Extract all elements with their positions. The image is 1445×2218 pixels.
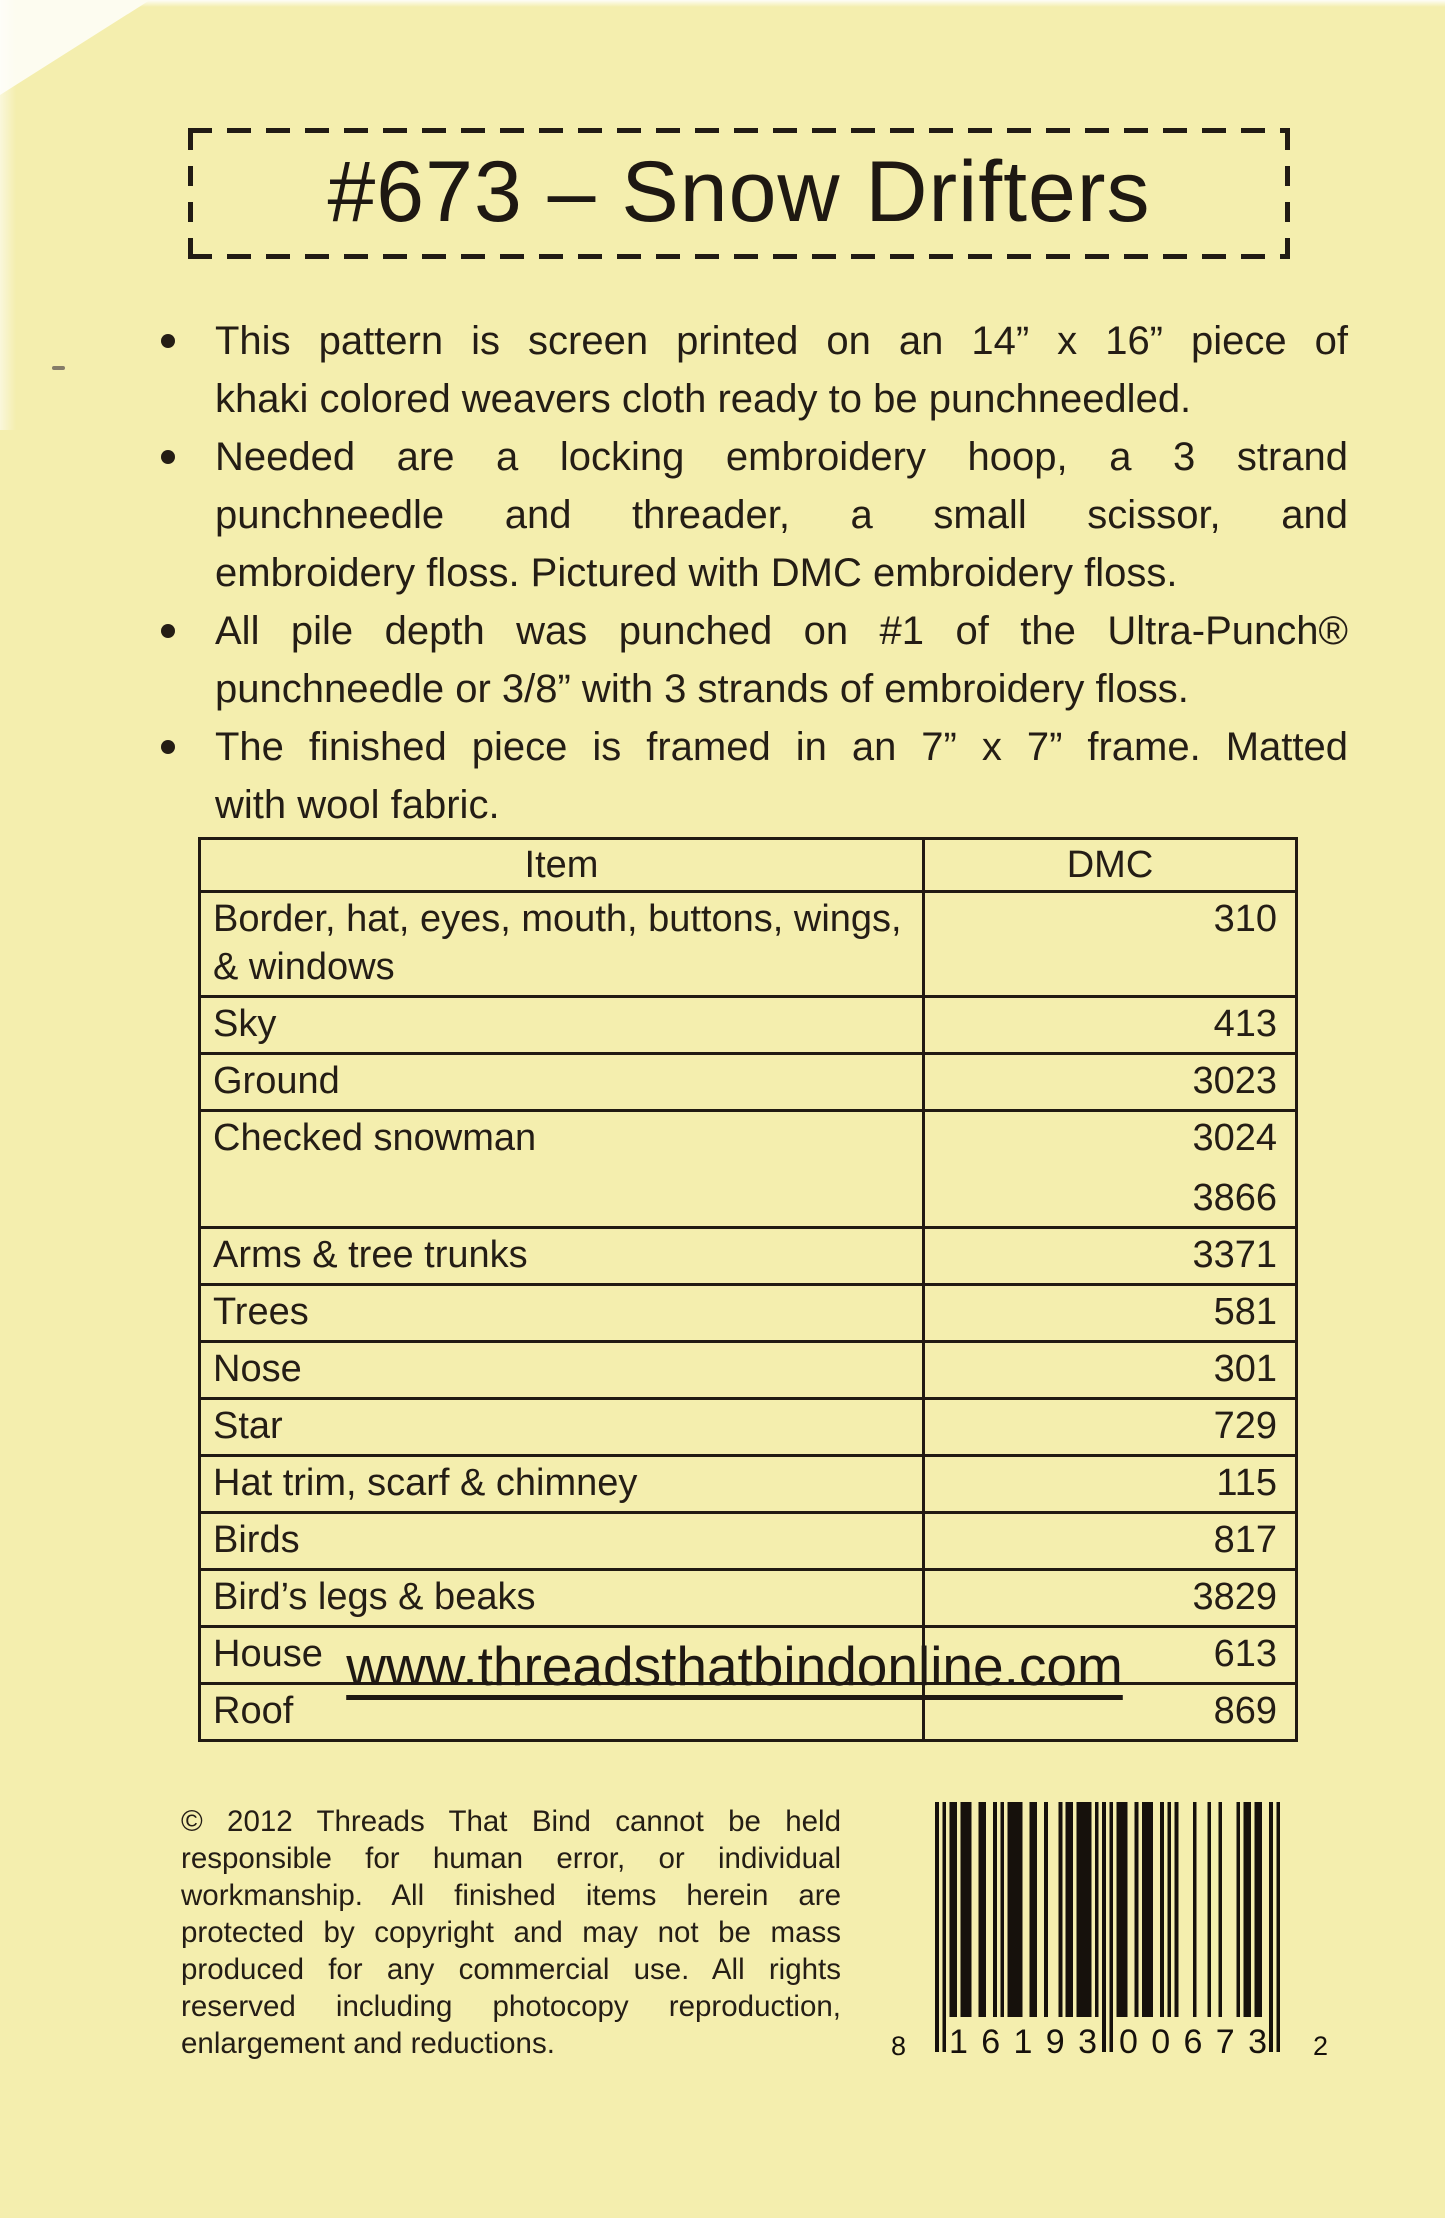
scan-speck <box>52 366 65 370</box>
dmc-cell <box>924 1285 1297 1342</box>
barcode-bars <box>935 1802 1280 2052</box>
dmc-number: 817 <box>1213 1519 1277 1561</box>
pattern-title: #673 – Snow Drifters <box>327 144 1151 240</box>
scan-edge-artifact <box>0 0 1445 7</box>
barcode-digit-group <box>949 2022 1097 2062</box>
bullet-list <box>152 312 1348 834</box>
bullet-line: khaki colored weavers cloth ready to be punchneedled. <box>215 377 1192 421</box>
bullet-line: with wool fabric. <box>215 783 500 827</box>
table-row <box>200 997 1297 1054</box>
item-cell: Birds <box>200 1513 924 1570</box>
barcode-digit: 3 <box>1248 2023 1267 2061</box>
dmc-cell <box>924 1399 1297 1456</box>
dmc-number: 729 <box>1213 1405 1277 1447</box>
column-header-item: Item <box>200 839 924 892</box>
bullet-dot <box>161 740 175 754</box>
bullet-item <box>152 718 1348 834</box>
upc-barcode <box>891 1802 1328 2061</box>
bullet-line: punchneedle or 3/8” with 3 strands of embroidery floss. <box>215 667 1189 711</box>
dmc-number: 115 <box>1216 1462 1277 1504</box>
bullet-line: punchneedle and threader, a small scissor, and <box>215 493 1348 537</box>
item-cell: Border, hat, eyes, mouth, buttons, wings, & windows <box>200 892 924 997</box>
table-row <box>200 1228 1297 1285</box>
item-cell: Trees <box>200 1285 924 1342</box>
dmc-cell <box>924 892 1297 997</box>
table-row <box>200 1054 1297 1111</box>
copyright-line: workmanship. All finished items herein are <box>181 1879 841 1912</box>
table-row <box>200 1111 1297 1228</box>
column-header-dmc: DMC <box>924 839 1297 892</box>
copyright-line: © 2012 Threads That Bind cannot be held <box>181 1805 841 1838</box>
bullet-line: embroidery floss. Pictured with DMC embroidery floss. <box>215 551 1178 595</box>
item-cell: Checked snowman <box>200 1111 924 1228</box>
dmc-cell <box>924 1570 1297 1627</box>
bullet-item <box>152 312 1348 428</box>
table-row <box>200 1570 1297 1627</box>
table-row <box>200 1342 1297 1399</box>
barcode-digit: 3 <box>1078 2023 1097 2061</box>
dmc-number: 310 <box>1213 898 1277 940</box>
barcode-digit: 1 <box>949 2023 968 2061</box>
barcode-digit: 1 <box>1013 2023 1033 2061</box>
table-header-row <box>200 839 1297 892</box>
dmc-number: 3023 <box>1192 1060 1277 1102</box>
dmc-cell <box>924 1111 1297 1228</box>
dmc-cell <box>924 1513 1297 1570</box>
dmc-number: 613 <box>1213 1633 1277 1675</box>
dmc-number: 3024 <box>1192 1117 1277 1159</box>
barcode-digit: 7 <box>1215 2023 1235 2061</box>
barcode-digit: 9 <box>1045 2023 1065 2061</box>
copyright-line: enlargement and reductions. <box>181 2027 555 2060</box>
table-row <box>200 1513 1297 1570</box>
barcode-left-digit: 8 <box>891 2031 907 2061</box>
barcode-digit-group <box>1119 2022 1267 2062</box>
dmc-number: 869 <box>1213 1690 1277 1732</box>
dmc-cell <box>924 1054 1297 1111</box>
title-box <box>188 128 1290 259</box>
dmc-cell <box>924 1228 1297 1285</box>
dmc-number: 581 <box>1213 1291 1277 1333</box>
copyright-line: reserved including photocopy reproduction, <box>181 1990 841 2023</box>
copyright-line: responsible for human error, or individual <box>181 1842 841 1875</box>
barcode-digit: 6 <box>981 2023 1001 2061</box>
dmc-number: 3829 <box>1192 1576 1277 1618</box>
item-cell: Bird’s legs & beaks <box>200 1570 924 1627</box>
item-cell: Hat trim, scarf & chimney <box>200 1456 924 1513</box>
item-cell: Roof <box>200 1684 924 1741</box>
bullet-line: This pattern is screen printed on an 14” x 16” piece of <box>215 319 1348 363</box>
table-row <box>200 1285 1297 1342</box>
bullet-dot <box>161 450 175 464</box>
item-cell: Sky <box>200 997 924 1054</box>
dmc-number: 301 <box>1213 1348 1277 1390</box>
dmc-number: 3866 <box>1192 1177 1277 1219</box>
copyright-text <box>181 1803 841 2062</box>
bullet-line: All pile depth was punched on #1 of the Ultra-Punch® <box>215 609 1348 653</box>
item-cell: Arms & tree trunks <box>200 1228 924 1285</box>
item-cell: Star <box>200 1399 924 1456</box>
dmc-cell <box>924 1456 1297 1513</box>
barcode-digit: 6 <box>1183 2023 1203 2061</box>
barcode-right-digit: 2 <box>1312 2031 1328 2061</box>
bullet-dot <box>161 624 175 638</box>
scan-corner-artifact <box>0 0 150 95</box>
table-row <box>200 1456 1297 1513</box>
item-cell: House <box>200 1627 924 1684</box>
bullet-line: The finished piece is framed in an 7” x 7” frame. Matted <box>215 725 1348 769</box>
item-cell: Nose <box>200 1342 924 1399</box>
bullet-line: Needed are a locking embroidery hoop, a 3 strand <box>215 435 1348 479</box>
dmc-number: 413 <box>1213 1003 1277 1045</box>
bullet-item <box>152 428 1348 602</box>
table-row <box>200 1399 1297 1456</box>
dmc-color-table <box>198 837 1298 1742</box>
scan-edge-artifact <box>0 0 16 430</box>
website-url: www.threadsthatbindonline.com <box>346 1635 1123 1697</box>
barcode-digit: 0 <box>1119 2023 1138 2061</box>
item-cell: Ground <box>200 1054 924 1111</box>
copyright-line: produced for any commercial use. All rights <box>181 1953 841 1986</box>
table-row <box>200 892 1297 997</box>
barcode-digit: 0 <box>1151 2023 1171 2061</box>
bullet-item <box>152 602 1348 718</box>
dmc-number: 3371 <box>1192 1234 1277 1276</box>
dmc-cell <box>924 997 1297 1054</box>
dmc-cell <box>924 1342 1297 1399</box>
copyright-line: protected by copyright and may not be mass <box>181 1916 841 1949</box>
bullet-dot <box>161 334 175 348</box>
